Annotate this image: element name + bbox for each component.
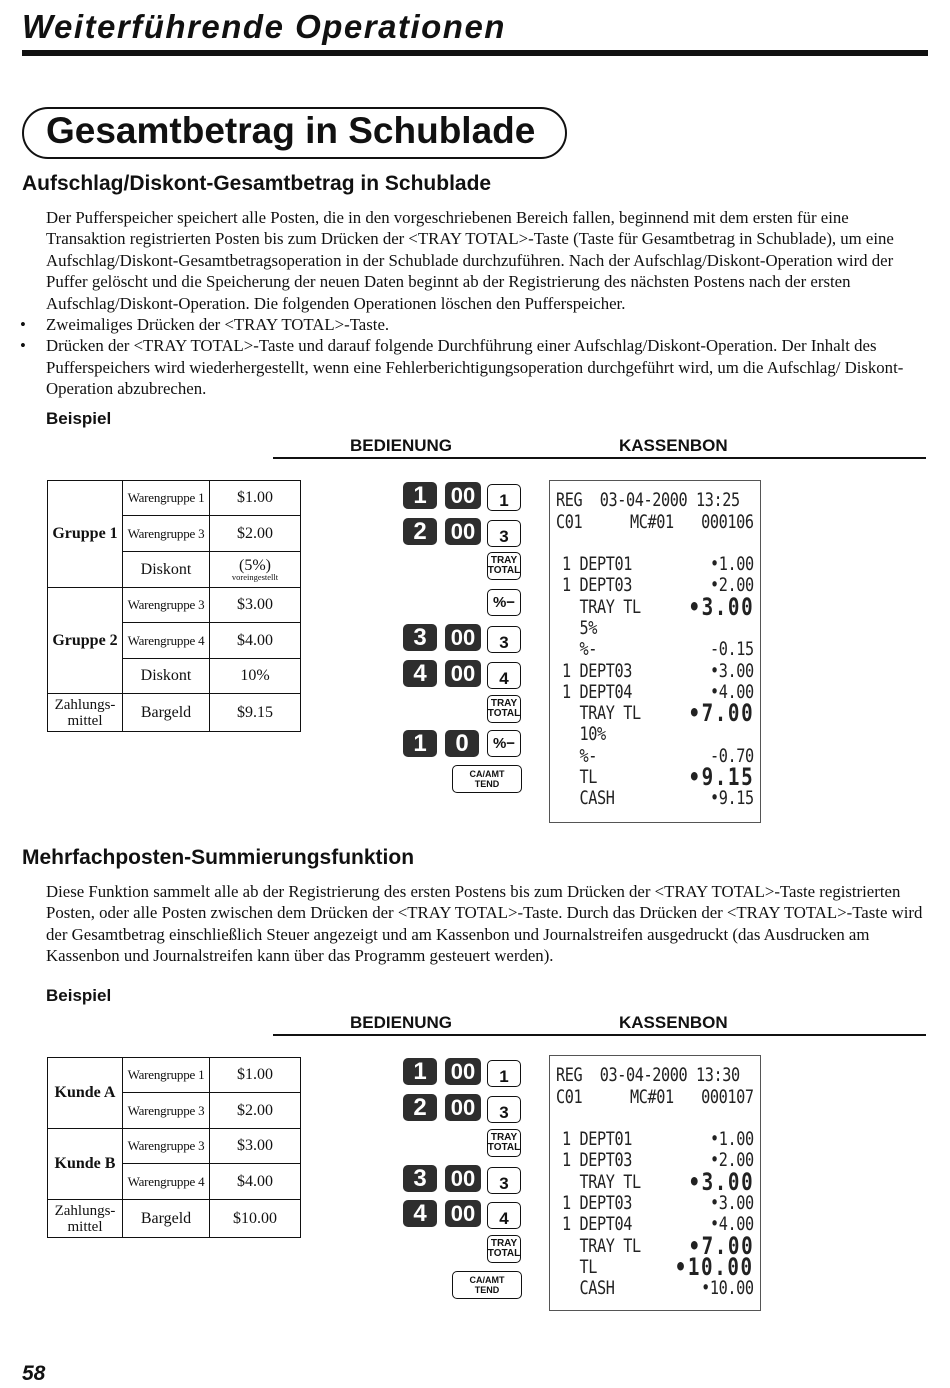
- example-label: Beispiel: [46, 409, 112, 428]
- percent-minus-key[interactable]: %−: [487, 730, 521, 757]
- operation-column-header: BEDIENUNG: [350, 1013, 453, 1032]
- payment-label: [48, 1200, 123, 1238]
- tray-total-key[interactable]: [487, 1235, 521, 1263]
- receipt: [549, 480, 761, 823]
- receipt-line-amount: •3.00: [688, 592, 754, 621]
- table-cell-item: Warengruppe 3: [123, 1129, 210, 1164]
- table-cell-item: Warengruppe 1: [123, 1058, 210, 1093]
- table-cell-item: Diskont: [123, 659, 210, 694]
- table-cell-value: $10.00: [210, 1200, 301, 1238]
- key-00[interactable]: 00: [445, 1200, 481, 1227]
- receipt-line-label: %-: [562, 744, 598, 767]
- key-label: TOTAL: [487, 1142, 521, 1153]
- receipt-machine: MC#01: [630, 1086, 674, 1108]
- payment-label-line: mittel: [67, 712, 103, 729]
- table-cell-item: Warengruppe 3: [123, 516, 210, 552]
- key-4[interactable]: 4: [403, 660, 437, 687]
- receipt-line-amount: •9.15: [710, 787, 754, 810]
- receipt-line-amount: •2.00: [710, 574, 754, 597]
- receipt-line-label: TL: [562, 766, 598, 788]
- bullet-item: [20, 314, 926, 335]
- table-cell-value: 10%: [210, 659, 301, 694]
- key-00[interactable]: 00: [445, 624, 481, 651]
- column-header-rule: [273, 457, 926, 459]
- bullet-marker: •: [20, 315, 26, 335]
- table-cell-item: Diskont: [123, 552, 210, 588]
- key-00[interactable]: 00: [445, 1094, 481, 1121]
- key-2[interactable]: 2: [403, 1094, 437, 1121]
- receipt-line-amount: •3.00: [688, 1167, 754, 1196]
- key-1[interactable]: 1: [403, 1058, 437, 1085]
- table-cell-value: $3.00: [210, 588, 301, 623]
- receipt-line-amount: •9.15: [688, 763, 754, 791]
- table-cell-value: $1.00: [210, 481, 301, 516]
- receipt-line-amount: •7.00: [688, 1231, 754, 1260]
- key-0[interactable]: 0: [445, 730, 479, 757]
- receipt-line-amount: •3.00: [710, 1191, 754, 1214]
- receipt-line-label: 1 DEPT03: [562, 574, 633, 597]
- receipt-line-amount: •4.00: [710, 680, 754, 703]
- group-label: Gruppe 1: [48, 481, 123, 588]
- receipt-line-amount: •1.00: [710, 1128, 754, 1150]
- receipt-line-label: 1 DEPT03: [562, 1191, 633, 1214]
- table-cell-item: Warengruppe 4: [123, 623, 210, 659]
- department-key-3[interactable]: 3: [487, 1167, 521, 1194]
- key-1[interactable]: 1: [403, 482, 437, 509]
- receipt-line-label: TRAY TL: [562, 702, 641, 725]
- subsection-body: [20, 207, 926, 400]
- receipt-clerk: C01: [556, 1086, 583, 1108]
- key-label: TOTAL: [487, 1248, 521, 1259]
- key-label: TOTAL: [487, 708, 521, 719]
- department-key-3[interactable]: 3: [487, 626, 521, 653]
- bullet-text: Drücken der <TRAY TOTAL>-Taste und darauf folgende Durchführung einer Aufschlag/Diskont-Operation. Der Inhalt des Pufferspeichers wird wiederhergestellt, wenn eine Fehlerberichtigungsoperation durchgeführt wird, um die Aufschlag/ Diskont-Operation abzubrechen.: [46, 336, 904, 399]
- key-label: TRAY: [490, 1237, 518, 1249]
- receipt-line-label: TRAY TL: [562, 595, 641, 618]
- table-cell-item: Warengruppe 4: [123, 1164, 210, 1200]
- key-label: /: [482, 1275, 485, 1285]
- subsection-title-multi-item: Mehrfachposten-Summierungsfunktion: [22, 846, 415, 869]
- receipt-column-header: KASSENBON: [619, 436, 728, 455]
- group-label: Kunde B: [48, 1129, 123, 1200]
- subsection-body: [46, 881, 926, 967]
- key-00[interactable]: 00: [445, 1058, 481, 1085]
- payment-label: [48, 694, 123, 732]
- tray-total-key[interactable]: [487, 552, 521, 580]
- receipt-number: 000106: [701, 511, 754, 533]
- payment-label-line: Zahlungs-: [54, 1202, 116, 1219]
- bullet-item: [20, 335, 926, 399]
- receipt-line-amount: •3.00: [710, 659, 754, 682]
- receipt-line-amount: -0.15: [710, 638, 754, 661]
- discount-rate: (5%): [239, 557, 271, 574]
- receipt-line-label: %-: [562, 638, 598, 661]
- tray-total-key[interactable]: [487, 1129, 521, 1157]
- receipt-line-amount: •10.00: [701, 1277, 754, 1300]
- key-1[interactable]: 1: [403, 730, 437, 757]
- key-label: CA: [469, 769, 483, 779]
- bullet-text: Zweimaliges Drücken der <TRAY TOTAL>-Taste.: [46, 315, 390, 335]
- key-2[interactable]: 2: [403, 518, 437, 545]
- chapter-title: Weiterführende Operationen: [22, 8, 506, 45]
- receipt-line-label: CASH: [562, 1277, 615, 1300]
- table-cell-item: Bargeld: [123, 694, 210, 732]
- receipt-line-label: TRAY TL: [562, 1170, 641, 1193]
- table-cell-item: Warengruppe 3: [123, 588, 210, 623]
- key-label: TRAY: [490, 1131, 518, 1143]
- receipt-column-header: KASSENBON: [619, 1013, 728, 1032]
- department-key-1[interactable]: 1: [487, 484, 521, 511]
- receipt-line-label: TRAY TL: [562, 1234, 641, 1257]
- receipt-line-label: 1 DEPT04: [562, 680, 633, 703]
- key-label: CA: [469, 1275, 483, 1285]
- receipt-line-amount: •7.00: [688, 699, 754, 728]
- receipt-line-amount: •10.00: [675, 1252, 754, 1281]
- table-cell-value: $2.00: [210, 1093, 301, 1129]
- receipt-line-amount: •2.00: [710, 1149, 754, 1172]
- intro-paragraph: Diese Funktion sammelt alle ab der Registrierung des ersten Postens bis zum Drücken der <TRAY TOTAL>-Taste registrierten Posten, oder alle Posten zwischen dem Drücken der <TRAY TOTAL>-Taste. Durch das Drücken der <TRAY TOTAL>-Taste wird der Gesamtbetrag einschließlich Steuer angezeigt und am Kassenbon und Journalstreifen ausgedruckt (das Ausdrucken am Kassenbon und Journalstreifen kann über das Programm gesteuert werden).: [46, 882, 923, 966]
- section-title: Gesamtbetrag in Schublade: [46, 110, 536, 151]
- column-header-rule: [273, 1034, 926, 1036]
- key-label: TEND: [474, 1285, 500, 1295]
- key-label: TEND: [474, 779, 500, 789]
- receipt-line-amount: -0.70: [710, 744, 754, 767]
- key-label: AMT: [485, 769, 505, 779]
- department-key-4[interactable]: 4: [487, 1202, 521, 1229]
- receipt-line-amount: •1.00: [710, 553, 754, 575]
- receipt-line-label: TL: [562, 1255, 598, 1278]
- key-00[interactable]: 00: [445, 1165, 481, 1192]
- table-cell-value: $4.00: [210, 1164, 301, 1200]
- key-3[interactable]: 3: [403, 1165, 437, 1192]
- key-4[interactable]: 4: [403, 1200, 437, 1227]
- table-cell-item: Warengruppe 3: [123, 1093, 210, 1129]
- table-cell-value: [210, 552, 301, 588]
- example-table: [47, 480, 301, 732]
- group-label: Gruppe 2: [48, 588, 123, 694]
- receipt-clerk: C01: [556, 511, 583, 533]
- group-label: Kunde A: [48, 1058, 123, 1129]
- key-00[interactable]: 00: [445, 660, 481, 687]
- department-key-3[interactable]: 3: [487, 520, 521, 547]
- table-cell-value: $9.15: [210, 694, 301, 732]
- receipt-line-amount: •4.00: [710, 1213, 754, 1236]
- receipt-line-label: 1 DEPT01: [562, 1128, 633, 1150]
- key-00[interactable]: 00: [445, 518, 481, 545]
- table-cell-item: Bargeld: [123, 1200, 210, 1238]
- key-label: /: [482, 769, 485, 779]
- tray-total-key[interactable]: [487, 695, 521, 723]
- table-cell-value: $1.00: [210, 1058, 301, 1093]
- key-label: TRAY: [490, 554, 518, 566]
- bullet-marker: •: [20, 336, 26, 356]
- cash-amount-tendered-key[interactable]: [452, 765, 522, 793]
- department-key-3[interactable]: 3: [487, 1096, 521, 1123]
- table-cell-value: $2.00: [210, 516, 301, 552]
- example-label: Beispiel: [46, 986, 112, 1005]
- key-00[interactable]: 00: [445, 482, 481, 509]
- receipt-line-label: 1 DEPT03: [562, 1149, 633, 1172]
- operation-column-header: BEDIENUNG: [350, 436, 453, 455]
- key-3[interactable]: 3: [403, 624, 437, 651]
- table-cell-value: $3.00: [210, 1129, 301, 1164]
- key-label: TRAY: [490, 697, 518, 709]
- intro-paragraph: Der Pufferspeicher speichert alle Posten, die in den vorgeschriebenen Bereich fallen, beginnend mit dem ersten für eine Transaktion registrierten Posten bis zum Drücken der <TRAY TOTAL>-Taste (Taste für Gesamtbetrag in Schublade), um eine Aufschlag/Diskont-Gesamtbetragsoperation in der Schublade durchzuführen. Nach der Aufschlag/Diskont-Operation wird der Puffer gelöscht und die Speicherung der neuen Daten beginnt ab der Registrierung des nächsten Postens nach der ersten Aufschlag/Diskont-Operation. Die folgenden Operationen löschen den Pufferspeicher.: [46, 208, 894, 313]
- table-cell-item: Warengruppe 1: [123, 481, 210, 516]
- receipt-line-label: 1 DEPT03: [562, 659, 633, 682]
- percent-minus-key[interactable]: %−: [487, 589, 521, 616]
- preset-note: voreingestellt: [231, 572, 279, 582]
- receipt-header-line: REG 03-04-2000 13:25: [556, 489, 740, 511]
- chapter-title-rule: [22, 50, 928, 56]
- subsection-title-markdown: Aufschlag/Diskont-Gesamtbetrag in Schublade: [22, 172, 492, 195]
- page-number: 58: [22, 1362, 46, 1385]
- receipt-line-label: 10%: [562, 723, 606, 746]
- payment-label-line: mittel: [67, 1218, 103, 1235]
- receipt-number: 000107: [701, 1086, 754, 1108]
- cash-amount-tendered-key[interactable]: [452, 1271, 522, 1299]
- receipt-line-label: CASH: [562, 787, 615, 810]
- receipt-line-label: 1 DEPT01: [562, 553, 633, 575]
- department-key-1[interactable]: 1: [487, 1060, 521, 1087]
- example-table: [47, 1057, 301, 1238]
- key-label: TOTAL: [487, 565, 521, 576]
- key-label: AMT: [485, 1275, 505, 1285]
- receipt: [549, 1055, 761, 1311]
- receipt-line-label: 5%: [562, 616, 598, 639]
- receipt-machine: MC#01: [630, 511, 674, 533]
- payment-label-line: Zahlungs-: [54, 696, 116, 713]
- receipt-header-line: REG 03-04-2000 13:30: [556, 1064, 740, 1086]
- receipt-line-label: 1 DEPT04: [562, 1213, 633, 1236]
- table-cell-value: $4.00: [210, 623, 301, 659]
- department-key-4[interactable]: 4: [487, 662, 521, 689]
